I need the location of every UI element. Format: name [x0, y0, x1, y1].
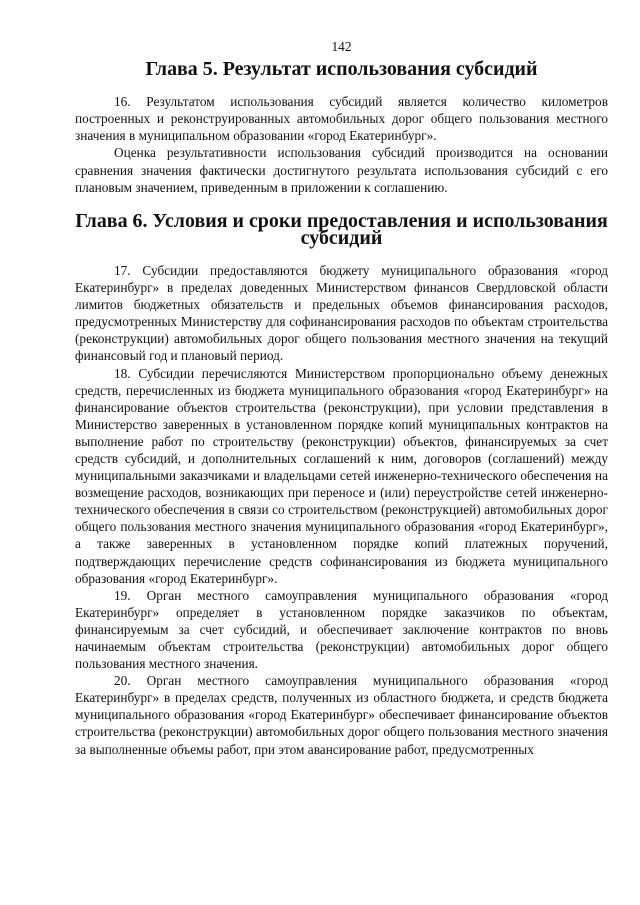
paragraph-16: 16. Результатом использования субсидий является количество километров построенных и реконструированных автомобильных дорог общего пользования местного значения в муниципальном образовании «город Екатеринбург». — [75, 94, 608, 144]
paragraph-evaluation: Оценка результативности использования субсидий производится на основании сравнения значения фактически достигнутого результата использования субсидий с его плановым значением, приведенным в приложении к соглашению. — [75, 145, 608, 195]
document-page — [75, 38, 608, 758]
paragraph-19: 19. Орган местного самоуправления муниципального образования «город Екатеринбург» определяет в установленном порядке заказчиков по объектам, финансируемым за счет субсидий, и обеспечивает заключение контрактов по вновь начинаемым объектам строительства (реконструкции) автомобильных дорог общего пользования местного значения. — [75, 587, 608, 672]
paragraph-20: 20. Орган местного самоуправления муниципального образования «город Екатеринбург» в пределах средств, полученных из областного бюджета, и средств бюджета муниципального образования «город Екатеринбург» обеспечивает финансирование объектов строительства (реконструкции) автомобильных дорог общего пользования местного значения за выполненные объемы работ, при этом авансирование работ, предусмотренных — [75, 673, 608, 757]
page-number: 142 — [331, 39, 352, 54]
paragraph-18: 18. Субсидии перечисляются Министерством пропорционально объему денежных средств, перечисленных из бюджета муниципального образования «город Екатеринбург» на финансирование объектов строительства (реконструкции), при условии представления в Министерство заверенных в установленном порядке копий муниципальных контрактов на выполнение работ по строительству (реконструкции) объектов, финансируемых за счет средств субсидий, и дополнительных соглашений к ним, договоров (соглашений) между муниципальными заказчиками и владельцами сетей инженерно-технического обеспечения на возмещение расходов, возникающих при переносе и (или) переустройстве сетей инженерно-технического обеспечения в связи со строительством (реконструкцией) автомобильных дорог общего пользования местного значения муниципального образования «город Екатеринбург», а также заверенных в установленном порядке копий платежных поручений, подтверждающих перечисление средств софинансирования из бюджета муниципального образования «город Екатеринбург». — [75, 365, 608, 586]
chapter-6-title: Глава 6. Условия и сроки предоставления и использования субсидий — [75, 209, 608, 249]
paragraph-17: 17. Субсидии предоставляются бюджету муниципального образования «город Екатеринбург» в пределах доведенных Министерством финансов Свердловской области лимитов бюджетных обязательств и предельных объемов финансирования расходов, предусмотренных Министерству для софинансирования расходов по объектам строительства (реконструкции) автомобильных дорог общего пользования местного значения на текущий финансовый год и плановый период. — [75, 262, 608, 364]
chapter-5-title: Глава 5. Результат использования субсидий — [145, 58, 538, 81]
